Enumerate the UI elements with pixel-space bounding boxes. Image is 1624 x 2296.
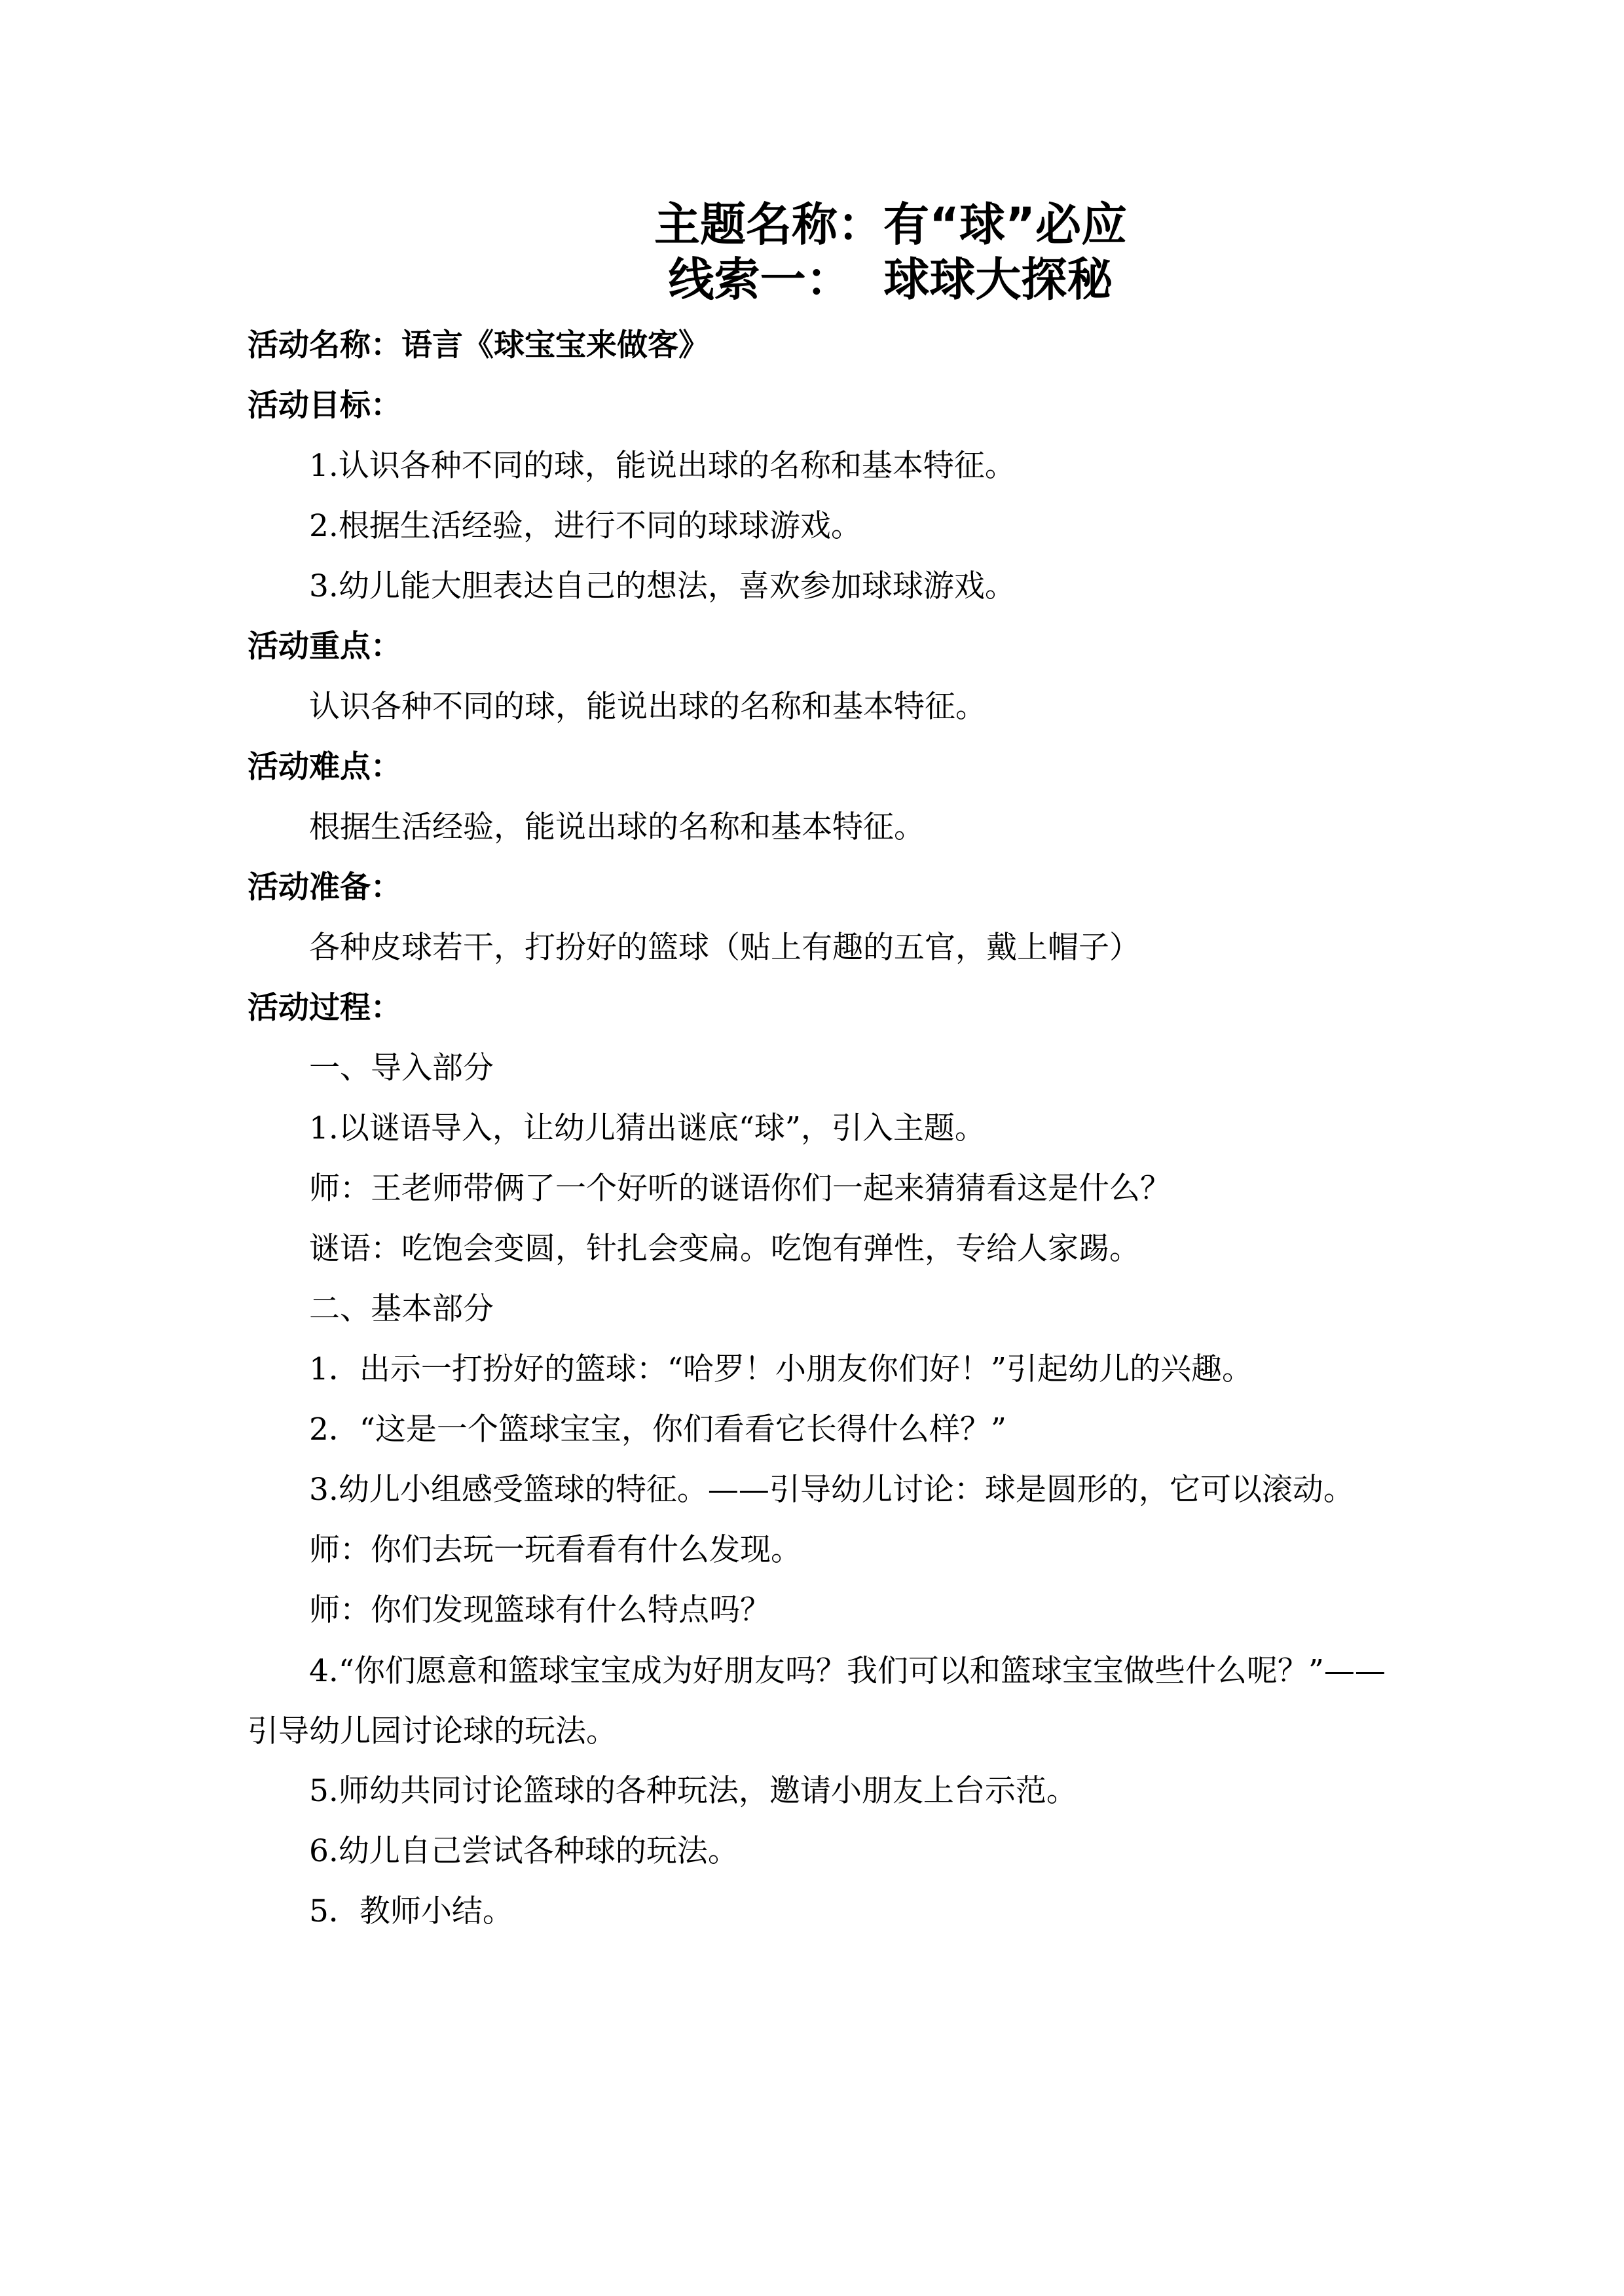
process-line-wrapped: 4.“你们愿意和篮球宝宝成为好朋友吗？我们可以和篮球宝宝做些什么呢？”——引导幼儿园讨论球的玩法。: [248, 1653, 1386, 1749]
difficulty-text: 根据生活经验，能说出球的名称和基本特征。: [309, 809, 925, 845]
process-line: 师：你们去玩一玩看看有什么发现。: [309, 1532, 802, 1568]
goal-item-3: 3.幼儿能大胆表达自己的想法，喜欢参加球球游戏。: [309, 568, 1016, 604]
preparation-heading: 活动准备：: [248, 869, 401, 905]
process-line: 3.幼儿小组感受篮球的特征。——引导幼儿讨论：球是圆形的，它可以滚动。: [309, 1472, 1354, 1508]
process-line: 师：你们发现篮球有什么特点吗？: [309, 1592, 771, 1628]
goal-item-1: 1.认识各种不同的球，能说出球的名称和基本特征。: [309, 448, 1016, 484]
process-line: 5．教师小结。: [309, 1893, 513, 1929]
process-line: 2．“这是一个篮球宝宝，你们看看它长得什么样？”: [309, 1412, 1006, 1448]
key-point-heading: 活动重点：: [248, 629, 401, 665]
process-line: 1．出示一打扮好的篮球：“哈罗！小朋友你们好！”引起幼儿的兴趣。: [309, 1351, 1253, 1387]
goals-heading: 活动目标：: [248, 388, 401, 424]
process-line: 6.幼儿自己尝试各种球的玩法。: [309, 1833, 739, 1869]
preparation-text: 各种皮球若干，打扮好的篮球（贴上有趣的五官，戴上帽子）: [309, 930, 1140, 966]
process-line: 师：王老师带俩了一个好听的谜语你们一起来猜猜看这是什么？: [309, 1171, 1171, 1207]
difficulty-heading: 活动难点：: [248, 749, 401, 785]
process-heading: 活动过程：: [248, 990, 401, 1026]
activity-name: 活动名称：语言《球宝宝来做客》: [248, 327, 709, 363]
goal-item-2: 2.根据生活经验，进行不同的球球游戏。: [309, 508, 862, 544]
clue-title: 线索一： 球球大探秘: [668, 253, 1113, 306]
process-line: 1.以谜语导入，让幼儿猜出谜底“球”，引入主题。: [309, 1110, 986, 1146]
process-line: 二、基本部分: [309, 1291, 494, 1327]
key-point-text: 认识各种不同的球，能说出球的名称和基本特征。: [309, 689, 986, 725]
process-line: 一、导入部分: [309, 1050, 494, 1086]
theme-title: 主题名称：有“球”必应: [654, 198, 1127, 251]
process-line: 5.师幼共同讨论篮球的各种玩法，邀请小朋友上台示范。: [309, 1773, 1077, 1809]
process-line: 谜语：吃饱会变圆，针扎会变扁。吃饱有弹性，专给人家踢。: [309, 1231, 1140, 1267]
